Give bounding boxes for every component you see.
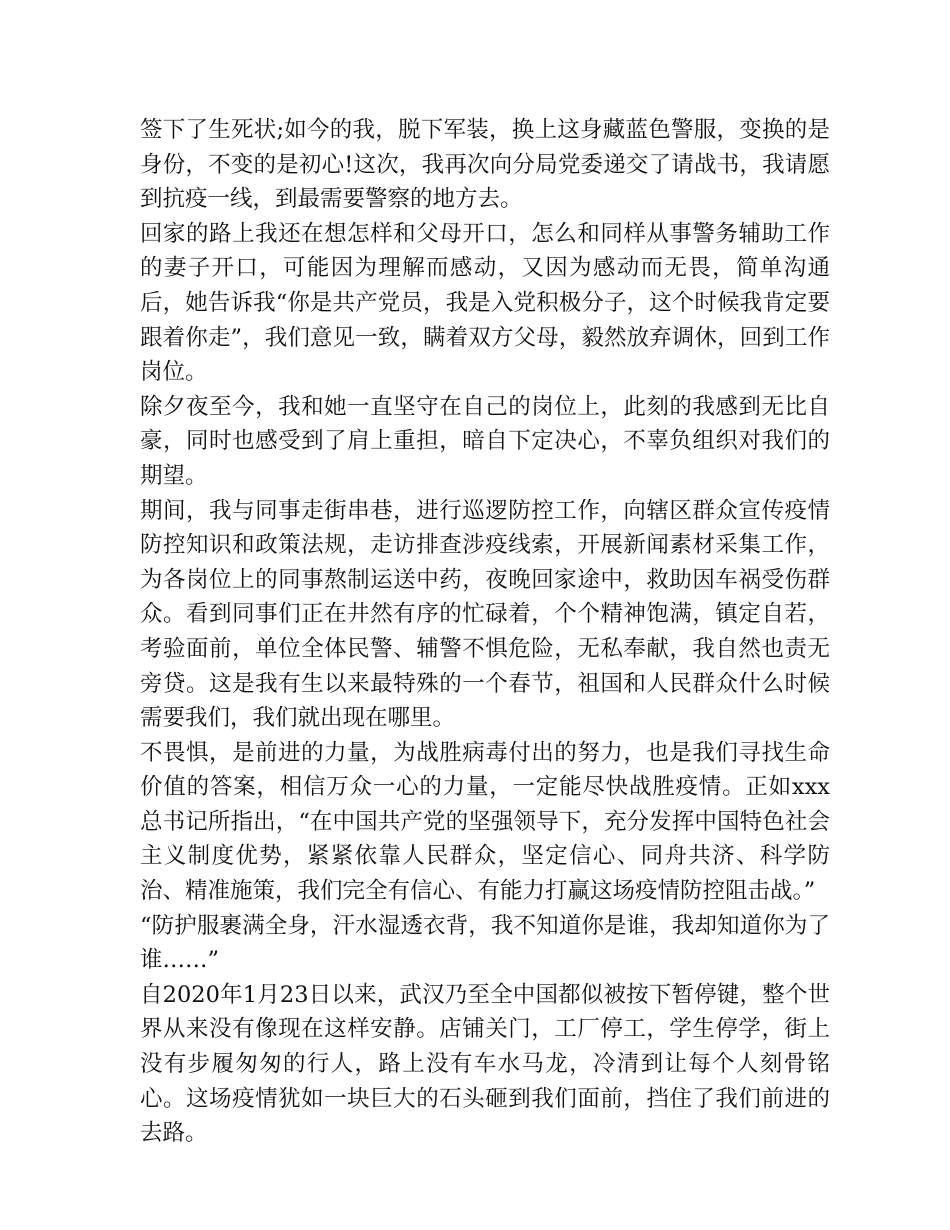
document-body xyxy=(140,113,830,1151)
paragraph-6: “防护服裹满全身，汗水湿透衣背，我不知道你是谁，我却知道你为了谁……” xyxy=(140,912,830,974)
paragraph-5: 不畏惧，是前进的力量，为战胜病毒付出的努力，也是我们寻找生命价值的答案，相信万众一心的力量，一定能尽快战胜疫情。正如xxx总书记所指出，“在中国共产党的坚强领导下，充分发挥中国特色社会主义制度优势，紧紧依靠人民群众，坚定信心、同舟共济、科学防治、精准施策，我们完全有信心、有能力打赢这场疫情防控阻击战。” xyxy=(140,739,830,905)
paragraph-4: 期间，我与同事走街串巷，进行巡逻防控工作，向辖区群众宣传疫情防控知识和政策法规，走访排查涉疫线索，开展新闻素材采集工作，为各岗位上的同事熬制运送中药，夜晚回家途中，救助因车祸受伤群众。看到同事们正在井然有序的忙碌着，个个精神饱满，镇定自若，考验面前，单位全体民警、辅警不惧危险，无私奉献，我自然也责无旁贷。这是我有生以来最特殊的一个春节，祖国和人民群众什么时候需要我们，我们就出现在哪里。 xyxy=(140,497,830,732)
paragraph-3: 除夕夜至今，我和她一直坚守在自己的岗位上，此刻的我感到无比自豪，同时也感受到了肩上重担，暗自下定决心，不辜负组织对我们的期望。 xyxy=(140,393,830,489)
paragraph-2: 回家的路上我还在想怎样和父母开口，怎么和同样从事警务辅助工作的妻子开口，可能因为理解而感动，又因为感动而无畏，简单沟通后，她告诉我“你是共产党员，我是入党积极分子，这个时候我肯定要跟着你走”，我们意见一致，瞒着双方父母，毅然放弃调休，回到工作岗位。 xyxy=(140,220,830,386)
paragraph-1: 签下了生死状;如今的我，脱下军装，换上这身藏蓝色警服，变换的是身份，不变的是初心!这次，我再次向分局党委递交了请战书，我请愿到抗疫一线，到最需要警察的地方去。 xyxy=(140,117,830,213)
paragraph-7: 自2020年1月23日以来，武汉乃至全中国都似被按下暂停键，整个世界从来没有像现在这样安静。店铺关门，工厂停工，学生停学，街上没有步履匆匆的行人，路上没有车水马龙，冷清到让每个人刻骨铭心。这场疫情犹如一块巨大的石头砸到我们面前，挡住了我们前进的去路。 xyxy=(140,981,830,1147)
